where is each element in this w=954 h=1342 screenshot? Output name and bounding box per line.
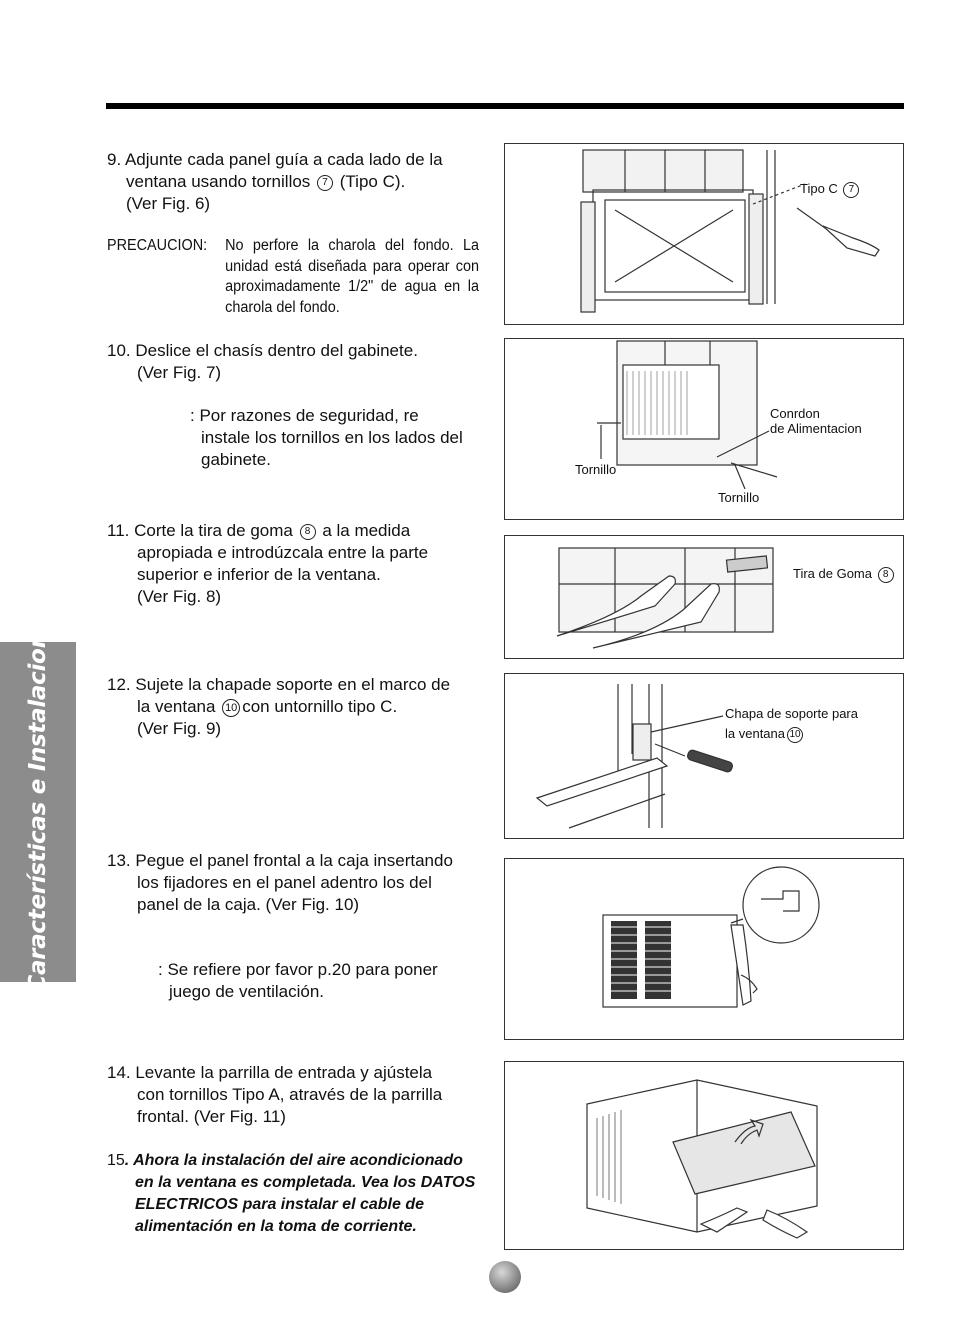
step-12-line1: 12. Sujete la chapade soporte en el marco de	[107, 675, 451, 694]
caution-note	[107, 236, 479, 318]
figure-6-label: Tipo C 7	[800, 181, 861, 198]
step-13-line1: 13. Pegue el panel frontal a la caja insertando	[107, 851, 453, 870]
step-9-line2: ventana usando tornillos 7 (Tipo C).	[126, 172, 406, 191]
badge-10: 10	[222, 699, 240, 717]
caution-label: PRECAUCION:	[107, 237, 208, 254]
step-13	[107, 850, 502, 916]
step-10-note-line3: gabinete.	[201, 450, 271, 469]
figure-11	[504, 1061, 904, 1250]
figure-8	[504, 535, 904, 659]
figure-8-illustration	[505, 536, 903, 658]
figure-9-label-line2: la ventana 10	[725, 726, 805, 743]
section-side-tab	[0, 632, 76, 992]
badge-8: 8	[300, 524, 316, 540]
step-9-line3: (Ver Fig. 6)	[126, 194, 211, 213]
step-15	[107, 1150, 502, 1238]
step-11-line4: (Ver Fig. 8)	[137, 587, 222, 606]
step-13-note	[158, 959, 498, 1003]
step-11	[107, 520, 497, 608]
badge-10: 10	[787, 727, 803, 743]
figure-7	[504, 338, 904, 520]
page-number-marker	[489, 1261, 521, 1293]
badge-7: 7	[317, 175, 333, 191]
step-14	[107, 1062, 502, 1128]
step-14-line3: frontal. (Ver Fig. 11)	[137, 1107, 286, 1126]
step-15-line4: alimentación en la toma de corriente.	[135, 1218, 417, 1235]
step-13-note-line1: : Se refiere por favor p.20 para poner	[158, 960, 438, 979]
figure-6-illustration	[505, 144, 903, 324]
step-13-note-line2: juego de ventilación.	[169, 982, 325, 1001]
step-10-note-line1: : Por razones de seguridad, re	[190, 406, 419, 425]
badge-8: 8	[878, 567, 894, 583]
figure-11-illustration	[505, 1062, 903, 1249]
step-9	[107, 149, 497, 215]
step-10-line1: 10. Deslice el chasís dentro del gabinete.	[107, 341, 418, 360]
step-12	[107, 674, 497, 740]
caution-body: No perfore la charola del fondo. La unidad está diseñada para operar con aproximadamente 1/2" de agua en la charola del fondo.	[225, 237, 479, 316]
figure-9	[504, 673, 904, 839]
step-15-line3: ELECTRICOS para instalar el cable de	[135, 1196, 424, 1213]
step-12-line2: la ventana 10 con untornillo tipo C.	[137, 697, 398, 716]
step-11-line1: 11. Corte la tira de goma 8 a la medida	[107, 521, 411, 540]
step-10	[107, 340, 497, 384]
header-rule	[106, 103, 904, 109]
figure-7-screw-right-label: Tornillo	[718, 490, 760, 505]
step-13-line2: los fijadores en el panel adentro los del	[137, 873, 432, 892]
figure-7-screw-left-label: Tornillo	[575, 462, 617, 477]
step-10-note-line2: instale los tornillos en los lados del	[201, 428, 463, 447]
figure-7-cord-label: Conrdon de Alimentacion	[770, 406, 862, 436]
figure-10-illustration	[505, 859, 903, 1039]
step-10-line2: (Ver Fig. 7)	[137, 363, 222, 382]
section-tab-label: Características e Instalacion	[25, 632, 51, 992]
step-15-number: 15	[107, 1152, 125, 1169]
figure-6	[504, 143, 904, 325]
figure-9-illustration	[505, 674, 903, 838]
step-13-line3: panel de la caja. (Ver Fig. 10)	[137, 895, 360, 914]
figure-10	[504, 858, 904, 1040]
figure-9-label-line1: Chapa de soporte para	[725, 706, 858, 721]
step-15-line1: . Ahora la instalación del aire acondicionado	[124, 1152, 463, 1169]
step-11-line3: superior e inferior de la ventana.	[137, 565, 381, 584]
step-14-line2: con tornillos Tipo A, através de la parrilla	[137, 1085, 443, 1104]
step-11-line2: apropiada e introdúzcala entre la parte	[137, 543, 429, 562]
step-15-line2: en la ventana es completada. Vea los DATOS	[135, 1174, 476, 1191]
step-12-line3: (Ver Fig. 9)	[137, 719, 222, 738]
step-9-line1: 9. Adjunte cada panel guía a cada lado de la	[107, 150, 443, 169]
step-10-note	[190, 405, 500, 471]
badge-7: 7	[843, 182, 859, 198]
step-14-line1: 14. Levante la parrilla de entrada y ajústela	[107, 1063, 433, 1082]
figure-8-label: Tira de Goma 8	[793, 566, 896, 583]
